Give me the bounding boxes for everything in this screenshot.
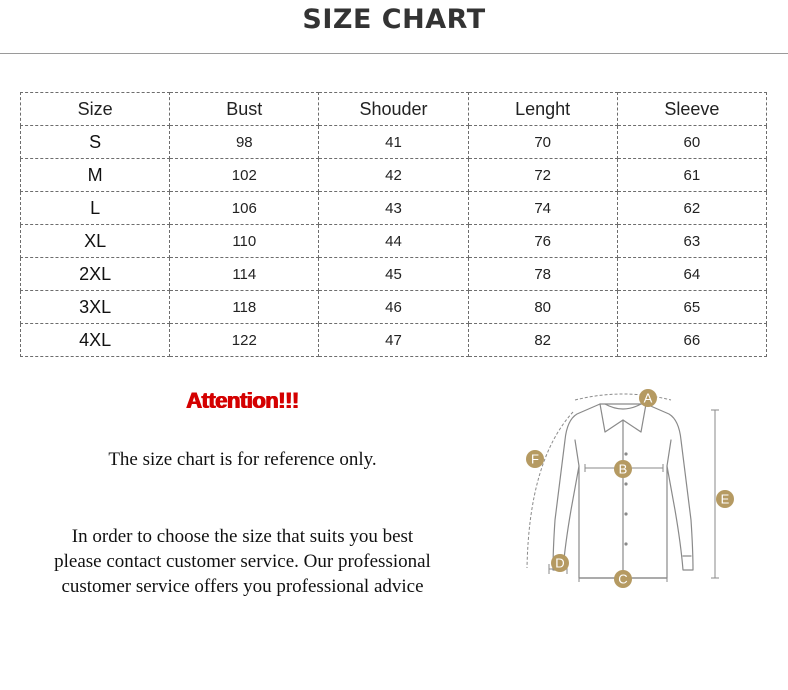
size-cell: 4XL [21, 324, 170, 357]
svg-text:A: A [643, 390, 653, 406]
shoulder-cell: 45 [319, 258, 468, 291]
sleeve-cell: 60 [617, 126, 766, 159]
size-cell: L [21, 192, 170, 225]
column-header-length: Lenght [468, 93, 617, 126]
bust-cell: 106 [170, 192, 319, 225]
advice-line: In order to choose the size that suits you best [71, 526, 414, 547]
bust-cell: 98 [170, 126, 319, 159]
attention-heading: Attention!!! [186, 388, 299, 413]
title-divider [0, 53, 788, 54]
advice-text [20, 524, 465, 599]
size-cell: S [21, 126, 170, 159]
bust-cell: 118 [170, 291, 319, 324]
size-cell: 2XL [21, 258, 170, 291]
sleeve-cell: 63 [617, 225, 766, 258]
table-row [21, 291, 767, 324]
shirt-measurement-icon [515, 380, 745, 595]
svg-text:B: B [618, 461, 628, 477]
column-header-bust: Bust [170, 93, 319, 126]
table-row [21, 126, 767, 159]
shoulder-cell: 41 [319, 126, 468, 159]
reference-note: The size chart is for reference only. [108, 449, 377, 470]
length-cell: 72 [468, 159, 617, 192]
length-cell: 80 [468, 291, 617, 324]
bust-cell: 102 [170, 159, 319, 192]
shoulder-cell: 43 [319, 192, 468, 225]
bust-cell: 114 [170, 258, 319, 291]
bust-cell: 110 [170, 225, 319, 258]
sleeve-cell: 66 [617, 324, 766, 357]
shoulder-cell: 46 [319, 291, 468, 324]
page-title: SIZE CHART [302, 4, 486, 35]
table-row [21, 225, 767, 258]
length-cell: 70 [468, 126, 617, 159]
table-row [21, 324, 767, 357]
length-cell: 76 [468, 225, 617, 258]
shoulder-cell: 42 [319, 159, 468, 192]
sleeve-cell: 64 [617, 258, 766, 291]
table-row [21, 192, 767, 225]
length-cell: 78 [468, 258, 617, 291]
column-header-size: Size [21, 93, 170, 126]
svg-text:C: C [618, 571, 628, 587]
table-row [21, 159, 767, 192]
table-row [21, 258, 767, 291]
advice-line: please contact customer service. Our professional [54, 551, 431, 572]
size-cell: XL [21, 225, 170, 258]
table-header-row [21, 93, 767, 126]
shoulder-cell: 47 [319, 324, 468, 357]
size-cell: M [21, 159, 170, 192]
column-header-sleeve: Sleeve [617, 93, 766, 126]
length-cell: 82 [468, 324, 617, 357]
sleeve-cell: 65 [617, 291, 766, 324]
size-cell: 3XL [21, 291, 170, 324]
svg-text:E: E [720, 491, 730, 507]
advice-line: customer service offers you professional advice [61, 576, 424, 597]
svg-text:F: F [531, 451, 539, 467]
length-cell: 74 [468, 192, 617, 225]
svg-text:D: D [555, 555, 565, 571]
sleeve-cell: 61 [617, 159, 766, 192]
shoulder-cell: 44 [319, 225, 468, 258]
bust-cell: 122 [170, 324, 319, 357]
size-chart-table [20, 92, 767, 357]
column-header-shoulder: Shouder [319, 93, 468, 126]
sleeve-cell: 62 [617, 192, 766, 225]
